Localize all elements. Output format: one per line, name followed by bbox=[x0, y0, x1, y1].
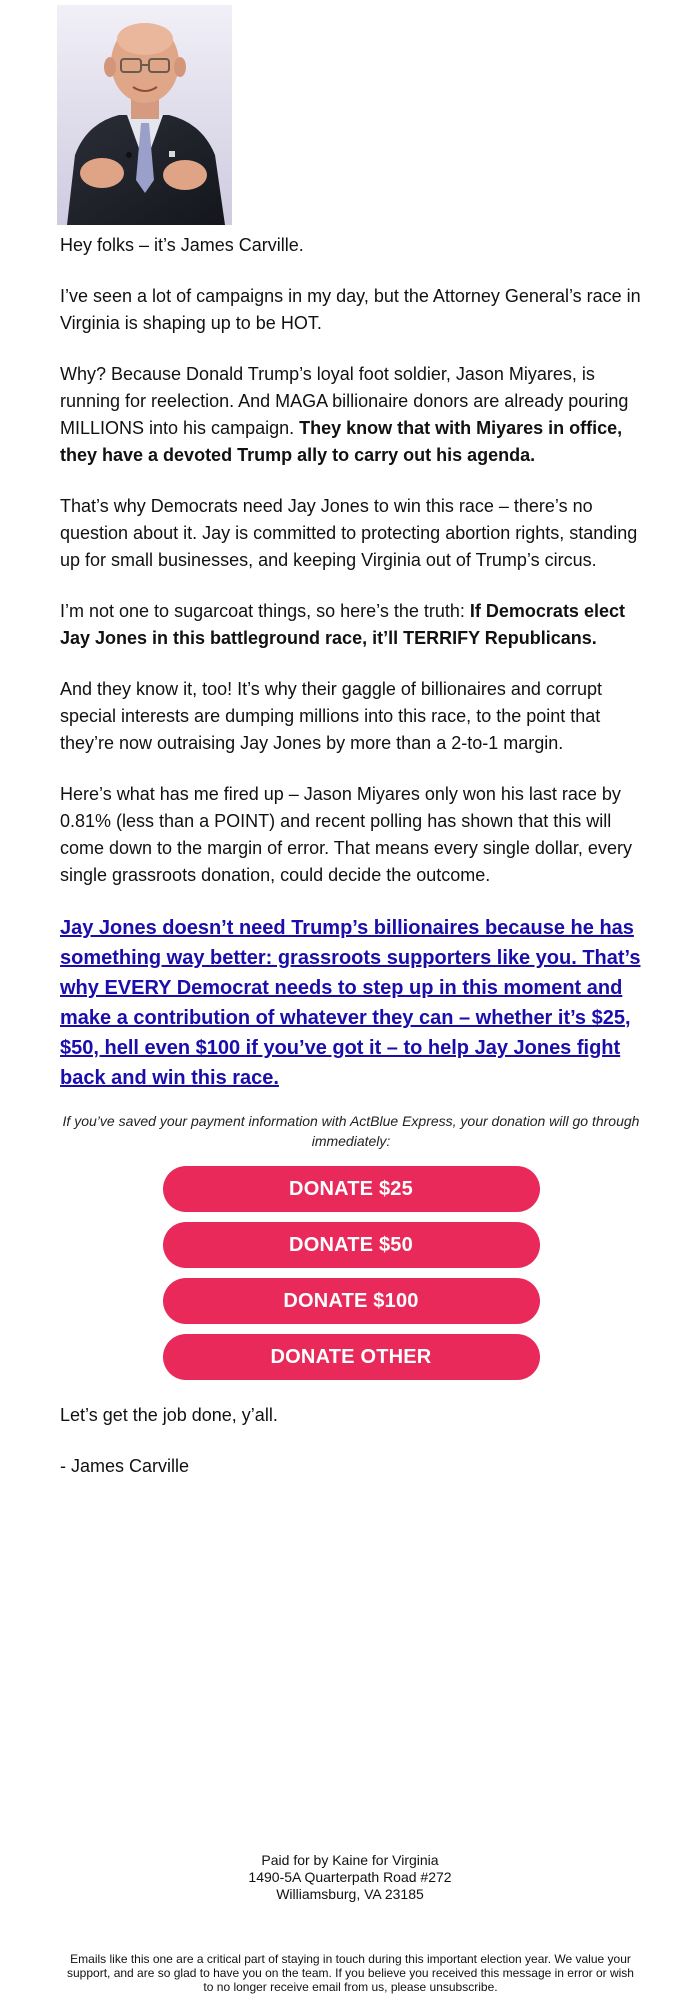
paragraph-5: And they know it, too! It’s why their gaggle of billionaires and corrupt special interests are dumping millions into this race, to the point that they’re now outraising Jay Jones by more than a 2-to-1 margin. bbox=[60, 679, 602, 753]
paragraph-2-bold: They know that with Miyares in office, they have a devoted Trump ally to carry out his agenda. bbox=[60, 418, 623, 465]
paragraph-1: I’ve seen a lot of campaigns in my day, but the Attorney General’s race in Virginia is shaping up to be HOT. bbox=[60, 286, 641, 333]
donation-appeal-link[interactable]: Jay Jones doesn’t need Trump’s billionaires because he has something way better: grassroots supporters like you. That’s why EVERY Democrat needs to step up in this moment and make a contribution of whatever they can – whether it’s $25, $50, hell even $100 if you’ve got it – to help Jay Jones fight back and win this race. bbox=[60, 917, 641, 1089]
greeting: Hey folks – it’s James Carville. bbox=[60, 235, 304, 255]
unsubscribe-note: Emails like this one are a critical part of staying in touch during this important election year. We value your support, and are so glad to have you on the team. If you believe you received this message in error or wish to no longer receive email from us, please unsubscribe. bbox=[67, 1952, 634, 1994]
paid-for-disclaimer bbox=[0, 1852, 700, 1903]
paragraph-2 bbox=[60, 361, 642, 469]
address-line-2: Williamsburg, VA 23185 bbox=[276, 1886, 424, 1902]
donate-25-button[interactable]: DONATE $25 bbox=[163, 1166, 540, 1212]
actblue-express-note: If you’ve saved your payment information with ActBlue Express, your donation will go through immediately: bbox=[62, 1113, 640, 1149]
paragraph-4-text: I’m not one to sugarcoat things, so here’s the truth: bbox=[60, 601, 470, 621]
paragraph-3: That’s why Democrats need Jay Jones to win this race – there’s no question about it. Jay is committed to protecting abortion rights, standing up for small businesses, and keeping Virginia out of Trump’s circus. bbox=[60, 496, 638, 570]
donate-50-button[interactable]: DONATE $50 bbox=[163, 1222, 540, 1268]
donate-other-button[interactable]: DONATE OTHER bbox=[163, 1334, 540, 1380]
donate-button-group bbox=[60, 1166, 642, 1380]
paragraph-6: Here’s what has me fired up – Jason Miyares only won his last race by 0.81% (less than a POINT) and recent polling has shown that this will come down to the margin of error. That means every single dollar, every single grassroots donation, could decide the outcome. bbox=[60, 784, 632, 885]
portrait-image bbox=[57, 5, 232, 225]
paragraph-4-bold: If Democrats elect Jay Jones in this battleground race, it’ll TERRIFY Republicans. bbox=[60, 601, 625, 648]
paragraph-2-text: Why? Because Donald Trump’s loyal foot soldier, Jason Miyares, is running for reelection. And MAGA billionaire donors are already pouring MILLIONS into his campaign. bbox=[60, 364, 629, 438]
james-carville-photo bbox=[57, 5, 232, 225]
paragraph-4 bbox=[60, 598, 642, 652]
signature: - James Carville bbox=[60, 1456, 190, 1476]
paid-for-line: Paid for by Kaine for Virginia bbox=[261, 1852, 439, 1868]
closing-line: Let’s get the job done, y’all. bbox=[60, 1405, 278, 1425]
address-line-1: 1490-5A Quarterpath Road #272 bbox=[248, 1869, 452, 1885]
donate-100-button[interactable]: DONATE $100 bbox=[163, 1278, 540, 1324]
email-body bbox=[60, 232, 642, 1504]
